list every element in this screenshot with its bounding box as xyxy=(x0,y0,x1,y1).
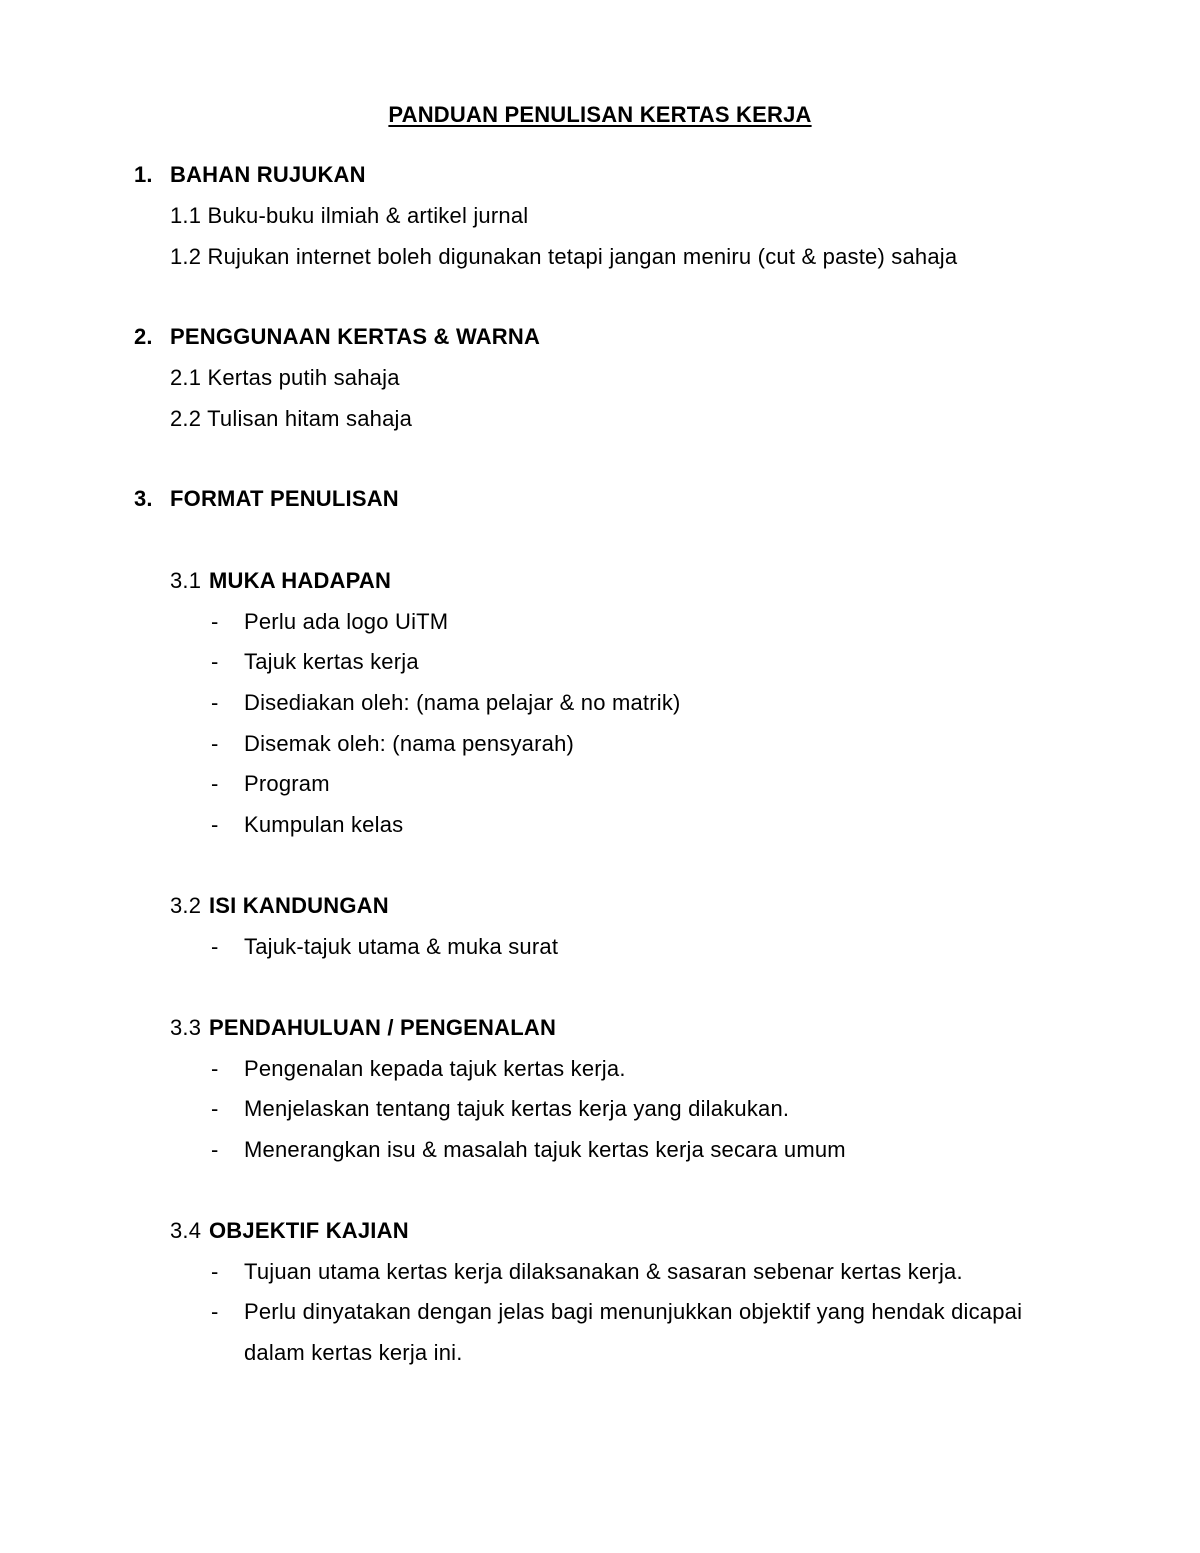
bullet-marker: - xyxy=(211,1096,219,1121)
section-number: 2. xyxy=(134,324,153,349)
bullet-item: Pengenalan kepada tajuk kertas kerja. xyxy=(244,1056,626,1081)
bullet-marker: - xyxy=(211,1056,219,1081)
section-heading: FORMAT PENULISAN xyxy=(170,486,399,511)
list-item: 2.1 Kertas putih sahaja xyxy=(170,365,400,390)
bullet-item: Tajuk-tajuk utama & muka surat xyxy=(244,934,559,959)
bullet-item-continuation: dalam kertas kerja ini. xyxy=(244,1340,463,1365)
subsection-number: 3.4 xyxy=(170,1218,202,1243)
bullet-marker: - xyxy=(211,731,219,756)
subsection-number: 3.1 xyxy=(170,568,202,593)
bullet-marker: - xyxy=(211,690,219,715)
bullet-item: Disemak oleh: (nama pensyarah) xyxy=(244,731,575,756)
bullet-item: Menjelaskan tentang tajuk kertas kerja yang dilakukan. xyxy=(244,1096,790,1121)
subsection-number: 3.2 xyxy=(170,893,202,918)
bullet-item: Perlu ada logo UiTM xyxy=(244,609,449,634)
bullet-item: Disediakan oleh: (nama pelajar & no matrik) xyxy=(244,690,681,715)
page-title: PANDUAN PENULISAN KERTAS KERJA xyxy=(388,102,812,127)
list-item: 2.2 Tulisan hitam sahaja xyxy=(170,406,413,431)
section-heading: PENGGUNAAN KERTAS & WARNA xyxy=(170,324,541,349)
bullet-item: Kumpulan kelas xyxy=(244,812,404,837)
bullet-marker: - xyxy=(211,812,219,837)
subsection-heading: ISI KANDUNGAN xyxy=(209,893,389,918)
bullet-item: Program xyxy=(244,771,330,796)
subsection-number: 3.3 xyxy=(170,1015,202,1040)
bullet-item: Tajuk kertas kerja xyxy=(244,649,419,674)
bullet-marker: - xyxy=(211,1137,219,1162)
subsection-heading: OBJEKTIF KAJIAN xyxy=(209,1218,409,1243)
bullet-marker: - xyxy=(211,1259,219,1284)
bullet-marker: - xyxy=(211,1299,219,1324)
bullet-marker: - xyxy=(211,934,219,959)
subsection-heading: MUKA HADAPAN xyxy=(209,568,392,593)
list-item: 1.1 Buku-buku ilmiah & artikel jurnal xyxy=(170,203,529,228)
bullet-marker: - xyxy=(211,649,219,674)
section-heading: BAHAN RUJUKAN xyxy=(170,162,366,187)
bullet-item: Menerangkan isu & masalah tajuk kertas kerja secara umum xyxy=(244,1137,846,1162)
section-number: 3. xyxy=(134,486,153,511)
section-number: 1. xyxy=(134,162,153,187)
bullet-item: Perlu dinyatakan dengan jelas bagi menunjukkan objektif yang hendak dicapai xyxy=(244,1299,1023,1324)
subsection-heading: PENDAHULUAN / PENGENALAN xyxy=(209,1015,557,1040)
list-item: 1.2 Rujukan internet boleh digunakan tetapi jangan meniru (cut & paste) sahaja xyxy=(170,244,958,269)
bullet-marker: - xyxy=(211,771,219,796)
bullet-marker: - xyxy=(211,609,219,634)
bullet-item: Tujuan utama kertas kerja dilaksanakan & sasaran sebenar kertas kerja. xyxy=(244,1259,963,1284)
